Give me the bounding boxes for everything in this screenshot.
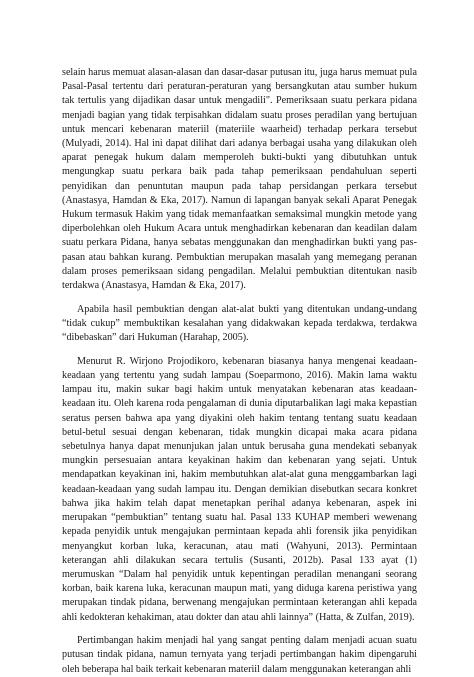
paragraph-continuation: selain harus memuat alasan-alasan dan dasar-dasar putusan itu, juga harus memuat pula Pasal-Pasal tertentu dari peraturan-peraturan yang bersangkutan atau sumber hukum tak tertulis yang dijadikan dasar untuk mengadili". Pemeriksaan suatu perkara pidana menjadi bagian yang tidak terpisahkan didalam suatu proses peradilan yang bertujuan untuk mencari kebenaran materiil (materiile waarheid) terhadap perkara tersebut (Mulyadi, 2014). Hal ini dapat dilihat dari adanya berbagai usaha yang dilakukan oleh aparat penegak hukum dalam memperoleh bukti-bukti yang dibutuhkan untuk mengungkap suatu perkara baik pada tahap pemeriksaan pendahuluan seperti penyidikan dan penuntutan maupun pada tahap persidangan perkara tersebut (Anastasya, Hamdan & Eka, 2017). Namun di lapangan banyak sekali Aparat Penegak Hukum termasuk Hakim yang tidak memanfaatkan semaksimal mungkin metode yang diperbolehkan oleh Hukum Acara untuk menghadirkan kebenaran dan keadilan dalam suatu perkara Pidana, hanya sebatas menggunakan dan menghadirkan bukti yang pas-pasan atau bahkan kurang. Pembuktian merupakan masalah yang memegang peranan dalam proses pemeriksaan sidang pengadilan. Melalui pembuktian ditentukan nasib terdakwa (Anastasya, Hamdan & Eka, 2017). xyxy=(62,67,417,292)
paragraph-wirjono-projodikoro: Menurut R. Wirjono Projodikoro, kebenaran biasanya hanya mengenai keadaan-keadaan yang tertentu yang sudah lampau (Soeparmono, 2016). Makin lama waktu lampau itu, makin sukar bagi hakim untuk menyatakan kebenaran atas keadaan-keadaan itu. Oleh karena roda pengalaman di dunia diputarbalikan lagi maka kepastian seratus persen bahwa apa yang diyakini oleh hakim tentang tentang suatu keadaan betul-betul sesuai dengan kebenaran, tidak mungkin dicapai maka acara pidana sebetulnya hanya dapat menunjukan jalan untuk berusaha guna mendekati sebanyak mungkin persesuaian antara keyakinan hakim dan kebenaran yang sejati. Untuk mendapatkan keyakinan ini, hakim membutuhkan alat-alat guna menggambarkan lagi keadaan-keadaan yang sudah lampau itu. Dengan demikian disebutkan secara konkret bahwa jika hakim telah dapat menetapkan perihal adanya kebenaran, aspek ini merupakan “pembuktian” tentang suatu hal. Pasal 133 KUHAP memberi wewenang kepada penyidik untuk mengajukan permintaan kepada ahli forensik jika penyidikan menyangkut korban luka, keracunan, atau mati (Wahyuni, 2013). Permintaan keterangan ahli dilakukan secara tertulis (Susanti, 2012b). Pasal 133 ayat (1) merumuskan “Dalam hal penyidik untuk kepentingan peradilan menangani seorang korban, baik karena luka, keracunan maupun mati, yang diduga karena peristiwa yang merupakan tindak pidana, berwenang mengajukan permintaan keterangan ahli kepada ahli kedokteran kehakiman, atau dokter dan atau ahli lainnya” (Hatta, & Zulfan, 2019). xyxy=(62,355,417,623)
paragraph-judge-consideration: Pertimbangan hakim menjadi hal yang sangat penting dalam menjadi acuan suatu putusan tindak pidana, namun ternyata yang terjadi pertimbangan hakim dipengaruhi oleh beberapa hal baik terkait kebenaran materiil dalam menggunakan keterangan ahli xyxy=(62,635,417,675)
document-page xyxy=(62,66,417,677)
paragraph-evidence-insufficient: Apabila hasil pembuktian dengan alat-alat bukti yang ditentukan undang-undang “tidak cukup” membuktikan kesalahan yang didakwakan kepada terdakwa, terdakwa “dibebaskan” dari Hukuman (Harahap, 2005). xyxy=(62,303,417,344)
